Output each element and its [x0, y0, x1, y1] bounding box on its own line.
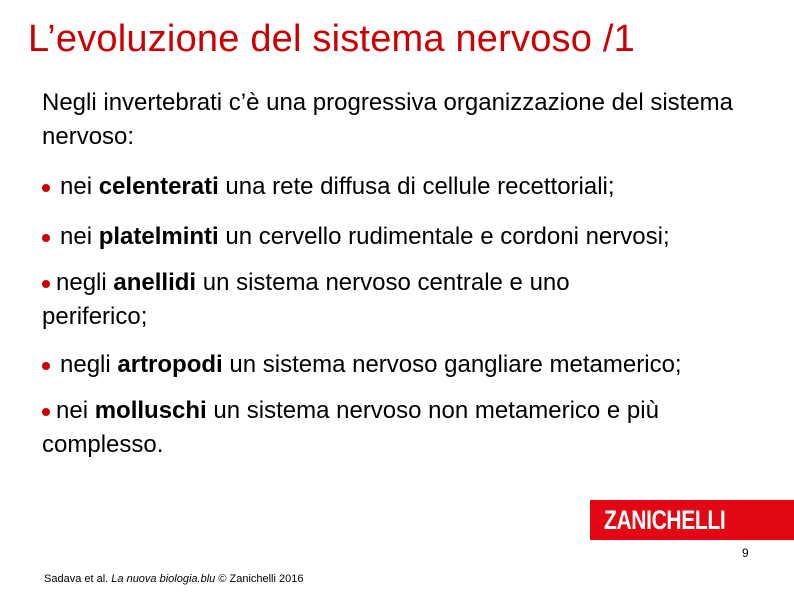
bullet-item-platelminti: [42, 220, 777, 254]
bullet-prefix: nei: [56, 397, 95, 424]
bullet-text: un sistema nervoso centrale e uno periferico;: [42, 269, 570, 330]
bullet-dot-icon: [42, 362, 50, 370]
bullet-keyword: platelminti: [98, 223, 219, 250]
bullet-dot-icon: [42, 280, 50, 288]
bullet-item-anellidi: [42, 266, 662, 334]
bullet-text: un cervello rudimentale e cordoni nervosi;: [218, 223, 670, 250]
bullet-text: una rete diffusa di cellule recettoriali;: [218, 173, 615, 200]
footer-citation: [44, 573, 303, 585]
bullet-prefix: negli: [60, 351, 118, 378]
slide-title-text: L’evoluzione del sistema nervoso: [28, 18, 593, 60]
bullet-prefix: nei: [60, 173, 99, 200]
bullet-text: un sistema nervoso gangliare metamerico;: [222, 351, 682, 378]
page-number: 9: [742, 546, 749, 560]
bullet-keyword: artropodi: [117, 351, 223, 378]
zanichelli-logo: [590, 500, 794, 540]
footer-book-title: La nuova biologia.blu: [111, 573, 216, 585]
bullet-dot-icon: [42, 408, 50, 416]
bullet-item-celenterati: [42, 170, 777, 204]
slide-title: [28, 18, 635, 61]
bullet-keyword: anellidi: [113, 269, 197, 296]
bullet-dot-icon: [42, 184, 50, 192]
footer-authors: Sadava et al.: [44, 573, 112, 585]
slide-title-number: /1: [602, 18, 635, 60]
bullet-text: un sistema nervoso non metamerico e più complesso.: [42, 397, 659, 458]
bullet-dot-icon: [42, 234, 50, 242]
bullet-keyword: molluschi: [94, 397, 207, 424]
intro-text: Negli invertebrati c’è una progressiva organizzazione del sistema nervoso:: [42, 89, 734, 150]
footer-publisher: © Zanichelli 2016: [215, 573, 304, 585]
bullet-keyword: celenterati: [98, 173, 219, 200]
logo-text: ZANICHELLI: [604, 504, 726, 535]
bullet-prefix: negli: [56, 269, 114, 296]
bullet-prefix: nei: [60, 223, 99, 250]
bullet-item-artropodi: [42, 348, 777, 382]
bullet-item-molluschi: [42, 394, 762, 462]
